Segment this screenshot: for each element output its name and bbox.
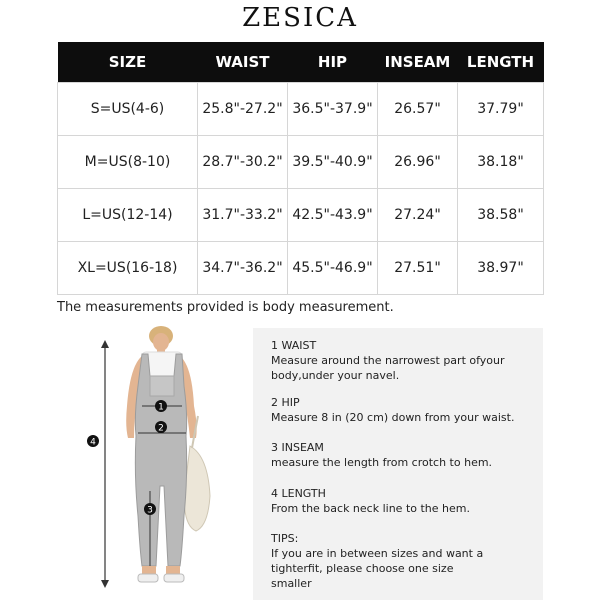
cell-hip: 45.5"-46.9" (288, 242, 378, 295)
guide-length-title: 4 LENGTH (271, 487, 326, 500)
brand-logo: ZESICA (242, 3, 358, 33)
svg-text:3: 3 (147, 505, 153, 516)
measurement-guide-panel (253, 328, 543, 600)
guide-waist (271, 338, 505, 383)
table-row (58, 189, 544, 242)
cell-inseam: 26.57" (378, 83, 458, 136)
cell-inseam: 26.96" (378, 136, 458, 189)
cell-waist: 28.7"-30.2" (198, 136, 288, 189)
head-shape (153, 333, 169, 351)
guide-tips-line: If you are in between sizes and want a (271, 547, 484, 560)
measurement-note: The measurements provided is body measurement. (57, 300, 394, 315)
model-figure (80, 326, 230, 596)
header-length: LENGTH (458, 42, 544, 83)
guide-tips-title: TIPS: (271, 532, 299, 545)
cell-size: S=US(4-6) (58, 83, 198, 136)
svg-text:1: 1 (158, 402, 164, 413)
header-inseam: INSEAM (378, 42, 458, 83)
guide-waist-title: 1 WAIST (271, 339, 317, 352)
guide-hip-title: 2 HIP (271, 396, 300, 409)
cell-inseam: 27.24" (378, 189, 458, 242)
cell-size: L=US(12-14) (58, 189, 198, 242)
tote-bag-shape (184, 446, 210, 531)
left-shoe-shape (138, 574, 158, 582)
size-chart-table (57, 42, 544, 295)
cell-hip: 42.5"-43.9" (288, 189, 378, 242)
left-ankle-shape (142, 566, 156, 574)
cell-inseam: 27.51" (378, 242, 458, 295)
cell-waist: 31.7"-33.2" (198, 189, 288, 242)
guide-tips-line: tighterfit, please choose one size (271, 562, 454, 575)
cell-hip: 36.5"-37.9" (288, 83, 378, 136)
guide-tips (271, 531, 483, 591)
guide-hip-line: Measure 8 in (20 cm) down from your waist. (271, 411, 515, 424)
guide-waist-line: Measure around the narrowest part ofyour (271, 354, 505, 367)
bib-pocket-shape (150, 376, 174, 396)
cell-waist: 34.7"-36.2" (198, 242, 288, 295)
header-size: SIZE (58, 42, 198, 83)
guide-tips-line: smaller (271, 577, 312, 590)
guide-inseam-line: measure the length from crotch to hem. (271, 456, 493, 469)
guide-waist-line: body,under your navel. (271, 369, 400, 382)
guide-length (271, 486, 470, 516)
model-illustration (80, 326, 230, 596)
arrow-down-icon (101, 580, 109, 588)
header-hip: HIP (288, 42, 378, 83)
arrow-up-icon (101, 340, 109, 348)
cell-length: 38.97" (458, 242, 544, 295)
svg-text:2: 2 (158, 423, 164, 434)
cell-size: XL=US(16-18) (58, 242, 198, 295)
guide-inseam-title: 3 INSEAM (271, 441, 324, 454)
right-shoe-shape (164, 574, 184, 582)
cell-length: 38.18" (458, 136, 544, 189)
table-row (58, 136, 544, 189)
cell-waist: 25.8"-27.2" (198, 83, 288, 136)
marker-4 (87, 435, 99, 448)
table-row (58, 83, 544, 136)
header-waist: WAIST (198, 42, 288, 83)
right-ankle-shape (166, 566, 180, 574)
cell-hip: 39.5"-40.9" (288, 136, 378, 189)
guide-inseam (271, 440, 492, 470)
cell-length: 38.58" (458, 189, 544, 242)
table-row (58, 242, 544, 295)
cell-length: 37.79" (458, 83, 544, 136)
cell-size: M=US(8-10) (58, 136, 198, 189)
table-header-row (58, 42, 544, 83)
guide-length-line: From the back neck line to the hem. (271, 502, 470, 515)
guide-hip (271, 395, 514, 425)
svg-text:4: 4 (90, 437, 96, 448)
